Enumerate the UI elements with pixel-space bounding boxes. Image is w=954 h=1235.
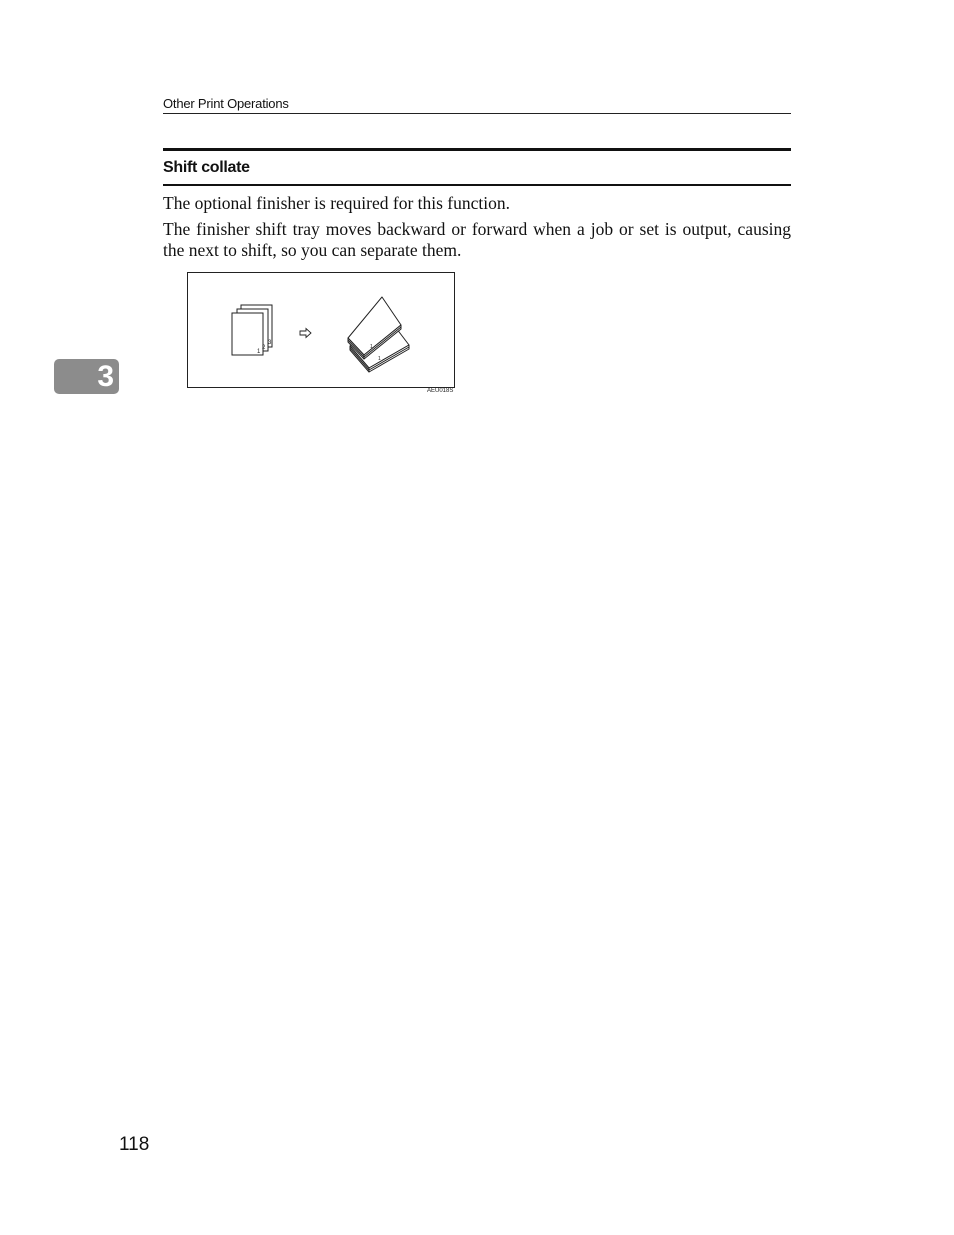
chapter-tab <box>54 359 119 394</box>
shift-collate-illustration <box>187 272 455 388</box>
page-label-3: 3 <box>268 340 272 346</box>
hollow-arrow-right-icon <box>300 329 311 338</box>
page-stack <box>232 305 272 355</box>
illustration-drawing <box>188 273 454 387</box>
page-label-2: 2 <box>262 345 266 351</box>
section-title: Shift collate <box>163 159 250 176</box>
running-head: Other Print Operations <box>163 96 791 114</box>
section-heading <box>163 148 791 186</box>
chapter-number: 3 <box>97 360 114 393</box>
lower-stack-label: 1 <box>378 356 381 362</box>
paragraph-description: The finisher shift tray moves backward or forward when a job or set is output, causing the next to shift, so you can separate them. <box>163 219 791 260</box>
page-label-1: 1 <box>257 349 261 355</box>
figure-code: AEU018S <box>427 388 454 394</box>
upper-stack-label: 1 <box>370 344 373 350</box>
page-number: 118 <box>119 1134 150 1155</box>
paragraph-requirement: The optional finisher is required for this function. <box>163 193 511 213</box>
